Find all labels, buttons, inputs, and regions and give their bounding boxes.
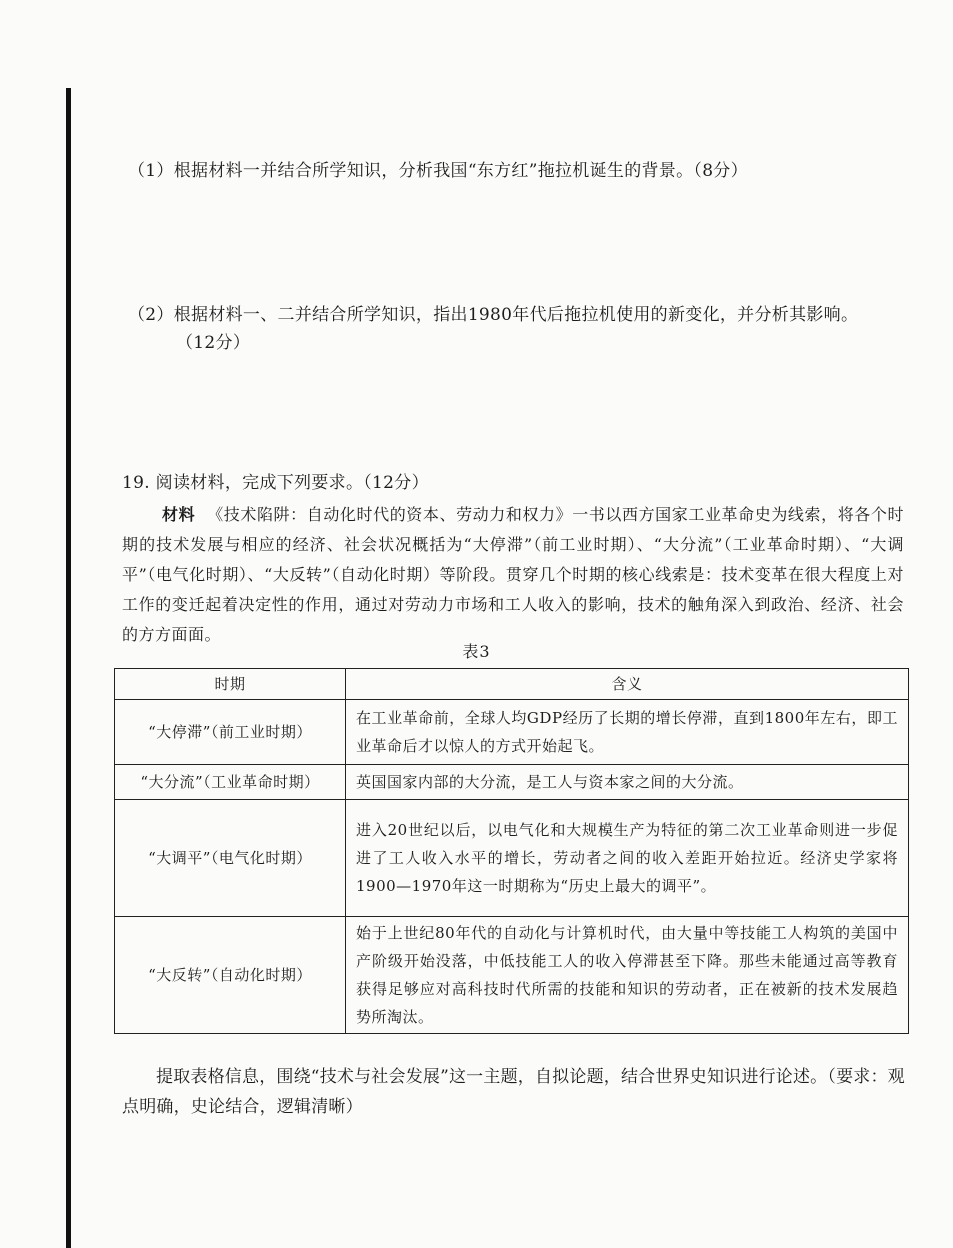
question-18-part-2: （2）根据材料一、二并结合所学知识，指出1980年代后拖拉机使用的新变化，并分析其影响。 [128, 305, 859, 325]
table-cell-meaning: 始于上世纪80年代的自动化与计算机时代，由大量中等技能工人构筑的美国中产阶级开始没落，中低技能工人的收入停滞甚至下降。那些未能通过高等教育获得足够应对高科技时代所需的技能和知识的劳动者，正在被新的技术发展趋势所淘汰。 [346, 917, 909, 1034]
question-19-heading: 19. 阅读材料，完成下列要求。（12分） [122, 473, 429, 493]
table-row [115, 765, 909, 800]
table-header-row [115, 669, 909, 700]
table-cell-period: “大调平”（电气化时期） [115, 800, 346, 917]
table-row [115, 917, 909, 1034]
table-header-period: 时期 [115, 669, 346, 700]
table-row [115, 800, 909, 917]
table-cell-period: “大分流”（工业革命时期） [115, 765, 346, 800]
question-18-part-2-score: （12分） [176, 333, 251, 353]
table-cell-period: “大停滞”（前工业时期） [115, 700, 346, 765]
question-18-part-1: （1）根据材料一并结合所学知识，分析我国“东方红”拖拉机诞生的背景。（8分） [128, 161, 748, 181]
binding-margin-bar [66, 88, 71, 1248]
question-19-material [122, 500, 904, 650]
material-label: 材料 [162, 505, 196, 524]
table-header-meaning: 含义 [346, 669, 909, 700]
table-cell-meaning: 进入20世纪以后，以电气化和大规模生产为特征的第二次工业革命则进一步促进了工人收入水平的增长，劳动者之间的收入差距开始拉近。经济史学家将1900—1970年这一时期称为“历史上最大的调平”。 [346, 800, 909, 917]
table-cell-period: “大反转”（自动化时期） [115, 917, 346, 1034]
table-cell-meaning: 在工业革命前，全球人均GDP经历了长期的增长停滞，直到1800年左右，即工业革命后才以惊人的方式开始起飞。 [346, 700, 909, 765]
question-19-task: 提取表格信息，围绕“技术与社会发展”这一主题，自拟论题，结合世界史知识进行论述。（要求：观点明确，史论结合，逻辑清晰） [122, 1067, 905, 1117]
table-row [115, 700, 909, 765]
material-text: 《技术陷阱：自动化时代的资本、劳动力和权力》一书以西方国家工业革命史为线索，将各个时期的技术发展与相应的经济、社会状况概括为“大停滞”（前工业时期）、“大分流”（工业革命时期）、“大调平”（电气化时期）、“大反转”（自动化时期）等阶段。贯穿几个时期的核心线索是：技术变革在很大程度上对工作的变迁起着决定性的作用，通过对劳动力市场和工人收入的影响，技术的触角深入到政治、经济、社会的方方面面。 [122, 505, 904, 644]
table-caption: 表3 [462, 642, 491, 661]
table-cell-meaning: 英国国家内部的大分流，是工人与资本家之间的大分流。 [346, 765, 909, 800]
technology-periods-table [114, 668, 909, 1034]
